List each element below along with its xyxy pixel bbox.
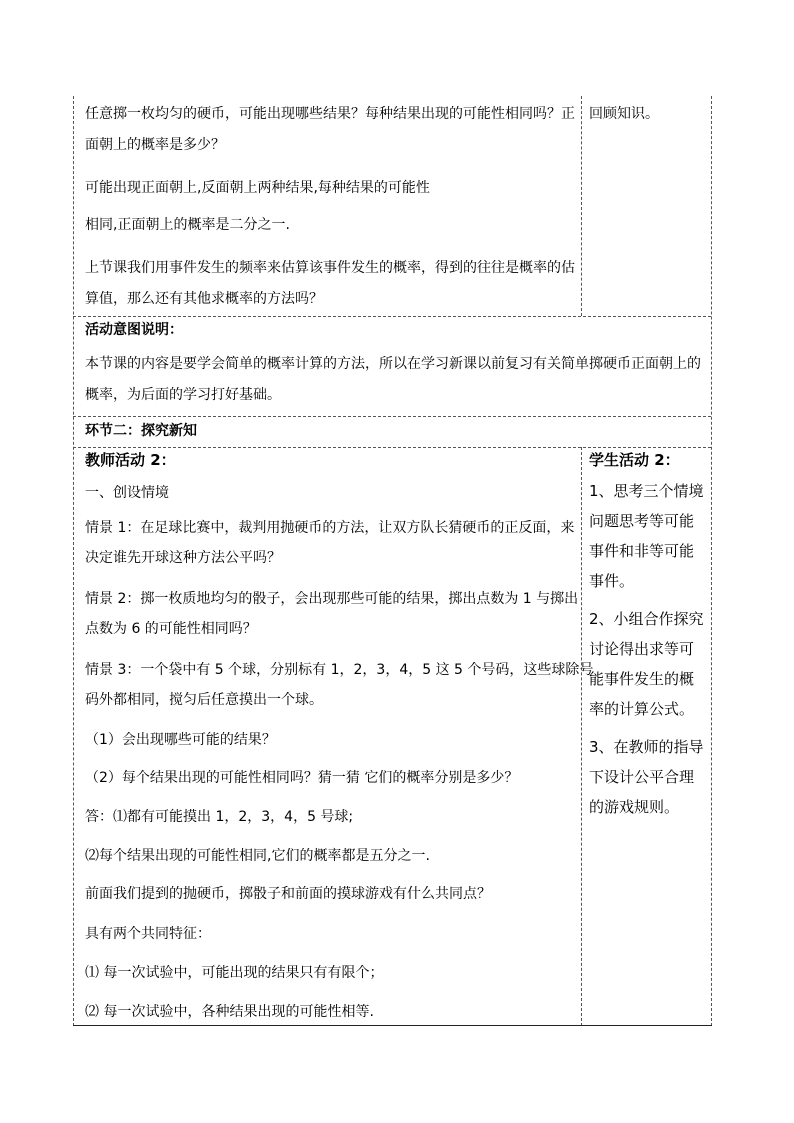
review-line-2: 面朝上的概率是多少？ [85,137,225,153]
teacher-line-11: ⑵每个结果出现的可能性相同,它们的概率都是五分之一. [85,848,430,864]
student-line-8: 率的计算公式。 [589,700,695,718]
teacher-line-5: 点数为 6 的可能性相同吗？ [85,621,257,637]
table-bottom-border [73,1025,712,1026]
review-line-4: 相同,正面朝上的概率是二分之一. [85,217,290,233]
student-line-1: 1、思考三个情境 [589,482,704,500]
table-right-border [711,96,712,1026]
student-line-2: 问题思考等可能 [589,512,695,530]
student-line-5: 2、小组合作探究 [589,610,704,628]
teacher-line-12: 前面我们提到的抛硬币，掷骰子和前面的摸球游戏有什么共同点？ [85,886,491,902]
teacher-line-8: （1）会出现哪些可能的结果？ [85,732,276,748]
student-line-4: 事件。 [589,572,635,590]
teacher-line-15: ⑵ 每一次试验中，各种结果出现的可能性相等. [85,1004,374,1020]
teacher-line-1: 一、创设情境 [85,485,169,501]
review-line-6: 算值，那么还有其他求概率的方法吗？ [85,291,323,307]
student-line-6: 讨论得出求等可 [589,640,695,658]
column-divider-bottom [581,447,582,1026]
student-line-10: 下设计公平合理 [589,768,695,786]
review-note: 回顾知识。 [589,106,659,122]
stage2-title: 环节二：探究新知 [85,423,197,439]
intent-line-2: 概率，为后面的学习打好基础。 [85,387,281,403]
teacher-line-9: （2）每个结果出现的可能性相同吗？猜一猜 它们的概率分别是多少？ [85,770,519,786]
review-line-3: 可能出现正面朝上,反面朝上两种结果,每种结果的可能性 [85,180,430,196]
review-line-1: 任意掷一枚均匀的硬币，可能出现哪些结果？每种结果出现的可能性相同吗？正 [85,106,575,122]
teacher-line-3: 决定谁先开球这种方法公平吗？ [85,550,281,566]
intent-title: 活动意图说明： [85,322,183,338]
teacher-line-13: 具有两个共同特征： [85,926,211,942]
student-line-9: 3、在教师的指导 [589,738,704,756]
column-divider-top [581,96,582,316]
student-line-11: 的游戏规则。 [589,798,680,816]
student-line-3: 事件和非等可能 [589,542,695,560]
teacher-line-4: 情景 2：掷一枚质地均匀的骰子，会出现那些可能的结果，掷出点数为 1 与掷出 [85,591,579,607]
student-line-7: 能事件发生的概 [589,670,695,688]
lesson-table [73,96,713,1026]
student-activity-title: 学生活动 2： [589,451,680,469]
teacher-line-7: 码外都相同，搅匀后任意摸出一个球。 [85,692,323,708]
intent-line-1: 本节课的内容是要学会简单的概率计算的方法，所以在学习新课以前复习有关简单掷硬币正面朝上的 [85,356,701,372]
row-divider-activity [73,447,711,448]
teacher-line-6: 情景 3：一个袋中有 5 个球，分别标有 1，2，3，4，5 这 5 个号码，这些球除号 [85,662,594,678]
table-left-border [73,96,74,1026]
review-line-5: 上节课我们用事件发生的频率来估算该事件发生的概率，得到的往往是概率的估 [85,260,575,276]
review-note-cell [589,103,707,125]
row-divider-intent [73,316,711,317]
teacher-activity-title: 教师活动 2： [85,451,176,469]
teacher-line-2: 情景 1：在足球比赛中，裁判用抛硬币的方法，让双方队长猜硬币的正反面，来 [85,520,575,536]
teacher-line-14: ⑴ 每一次试验中，可能出现的结果只有有限个； [85,965,384,981]
teacher-line-10: 答：⑴都有可能摸出 1，2，3，4，5 号球; [85,809,354,825]
stage2-cell [85,416,705,446]
